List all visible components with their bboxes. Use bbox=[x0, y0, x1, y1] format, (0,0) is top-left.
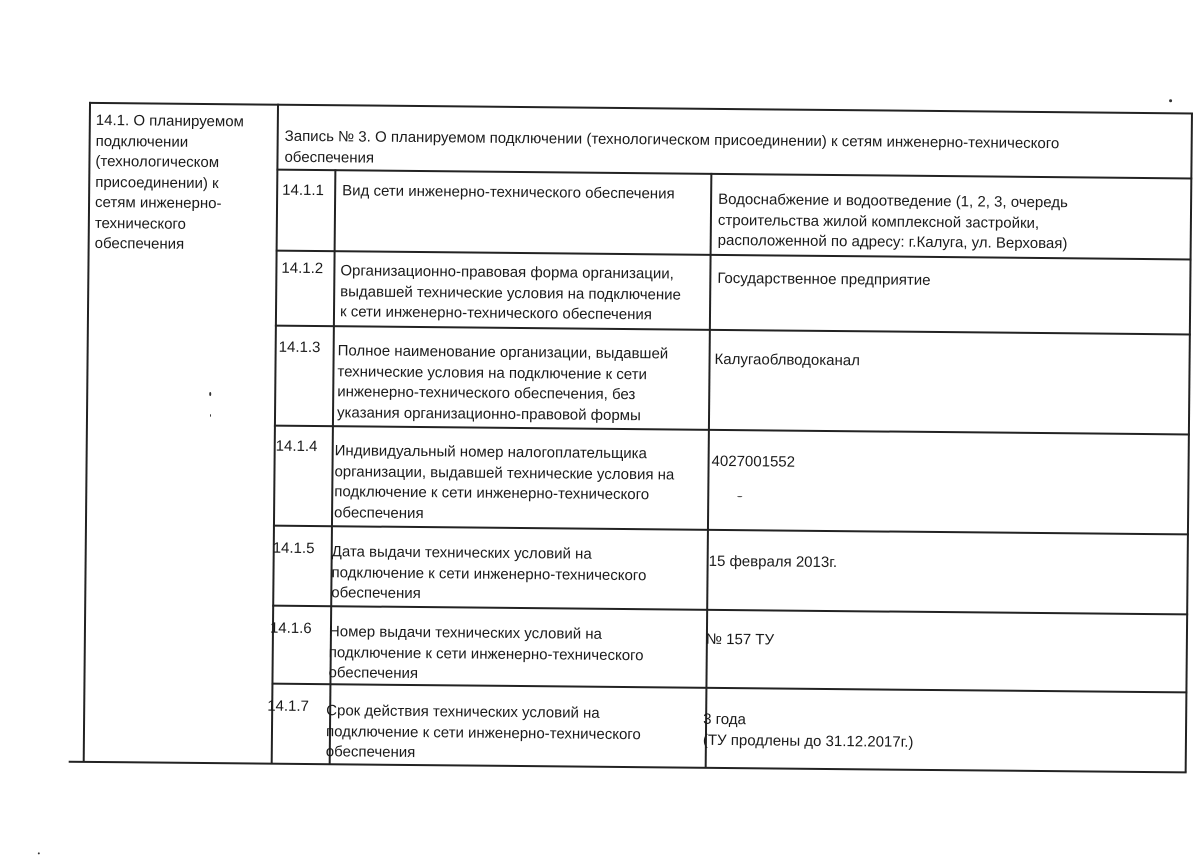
row-value-line: Водоснабжение и водоотведение (1, 2, 3, очередь bbox=[718, 190, 1068, 212]
row-number: 14.1.5 bbox=[272, 539, 315, 558]
row-field-line: подключение к сети инженерно-технического bbox=[325, 722, 641, 743]
record-title-line: Запись № 3. О планируемом подключении (технологическом присоединении) к сетям инженерно-технического bbox=[284, 127, 1060, 153]
row-field-line: инженерно-технического обеспечения, без bbox=[337, 383, 636, 404]
section-label-line: присоединении) к bbox=[95, 173, 219, 192]
row-divider bbox=[275, 325, 1191, 335]
row-field-line: Полное наименование организации, выдавшей bbox=[337, 342, 669, 363]
row-divider bbox=[274, 425, 1190, 435]
row-field-line: Номер выдачи технических условий на bbox=[328, 623, 603, 643]
row-field-line: Индивидуальный номер налогоплательщика bbox=[334, 442, 648, 463]
row-field-line: к сети инженерно-технического обеспечения bbox=[339, 303, 652, 324]
section-label-line: 14.1. О планируемом bbox=[95, 111, 244, 131]
table-left-border bbox=[83, 102, 91, 762]
row-value-line: строительства жилой комплексной застройки, bbox=[717, 211, 1040, 232]
row-number: 14.1.1 bbox=[282, 181, 324, 200]
row-field-line: указания организационно-правовой формы bbox=[336, 403, 641, 424]
row-divider bbox=[272, 605, 1188, 615]
row-field-line: обеспечения bbox=[331, 584, 421, 603]
row-value-line: расположенной по адресу: г.Калуга, ул. Верховая) bbox=[717, 231, 1068, 253]
row-value-line: 4027001552 bbox=[711, 452, 796, 471]
row-value-line: Калугаоблводоканал bbox=[714, 350, 861, 370]
table-right-border bbox=[1185, 112, 1193, 772]
section-label-line: подключении bbox=[95, 132, 189, 151]
row-field-line: обеспечения bbox=[334, 503, 424, 522]
row-field-line: технические условия на подключение к сети bbox=[337, 362, 647, 383]
row-field-line: Организационно-правовая форма организации, bbox=[340, 262, 674, 283]
row-field-line: подключение к сети инженерно-технического bbox=[331, 563, 647, 584]
section-label-line: сетям инженерно- bbox=[94, 193, 222, 213]
table-bottom-border bbox=[69, 761, 1187, 773]
row-field-line: подключение к сети инженерно-технического bbox=[334, 483, 650, 504]
section-label-line: технического bbox=[94, 214, 187, 233]
section-label-line: обеспечения bbox=[94, 234, 185, 253]
scan-speck bbox=[1169, 99, 1172, 102]
row-value-line: Государственное предприятие bbox=[717, 269, 931, 289]
row-number: 14.1.2 bbox=[281, 259, 324, 278]
section-column-divider bbox=[271, 104, 279, 764]
record-title-divider bbox=[276, 169, 1192, 179]
row-field-line: организации, выдавшей технические условия на bbox=[334, 462, 675, 483]
row-divider bbox=[273, 525, 1189, 535]
row-number: 14.1.6 bbox=[269, 619, 312, 638]
section-label-line: (технологическом bbox=[95, 152, 220, 172]
row-number: 14.1.3 bbox=[278, 338, 321, 357]
row-field-line: подключение к сети инженерно-технического bbox=[328, 643, 644, 664]
row-field-line: обеспечения bbox=[328, 664, 419, 683]
scan-speck bbox=[210, 414, 211, 417]
row-number: 14.1.4 bbox=[275, 437, 318, 456]
scan-speck bbox=[737, 496, 742, 497]
row-number: 14.1.7 bbox=[267, 697, 310, 715]
scan-speck bbox=[209, 392, 211, 396]
row-field-line: обеспечения bbox=[325, 743, 416, 762]
scan-speck bbox=[38, 852, 40, 854]
row-value-line: № 157 ТУ bbox=[705, 630, 775, 649]
row-value-line: (ТУ продлены до 31.12.2017г.) bbox=[702, 731, 914, 751]
row-value-line: 15 февраля 2013г. bbox=[708, 552, 838, 572]
record-title-line: обеспечения bbox=[284, 148, 375, 167]
row-field-line: выдавшей технические условия на подключение bbox=[340, 282, 681, 304]
row-field-line: Дата выдачи технических условий на bbox=[331, 543, 592, 563]
row-field-line: Срок действия технических условий на bbox=[326, 702, 600, 722]
row-value-line: 3 года bbox=[703, 710, 746, 729]
table-top-border bbox=[89, 102, 1193, 114]
row-field-line: Вид сети инженерно-технического обеспечения bbox=[342, 182, 675, 203]
